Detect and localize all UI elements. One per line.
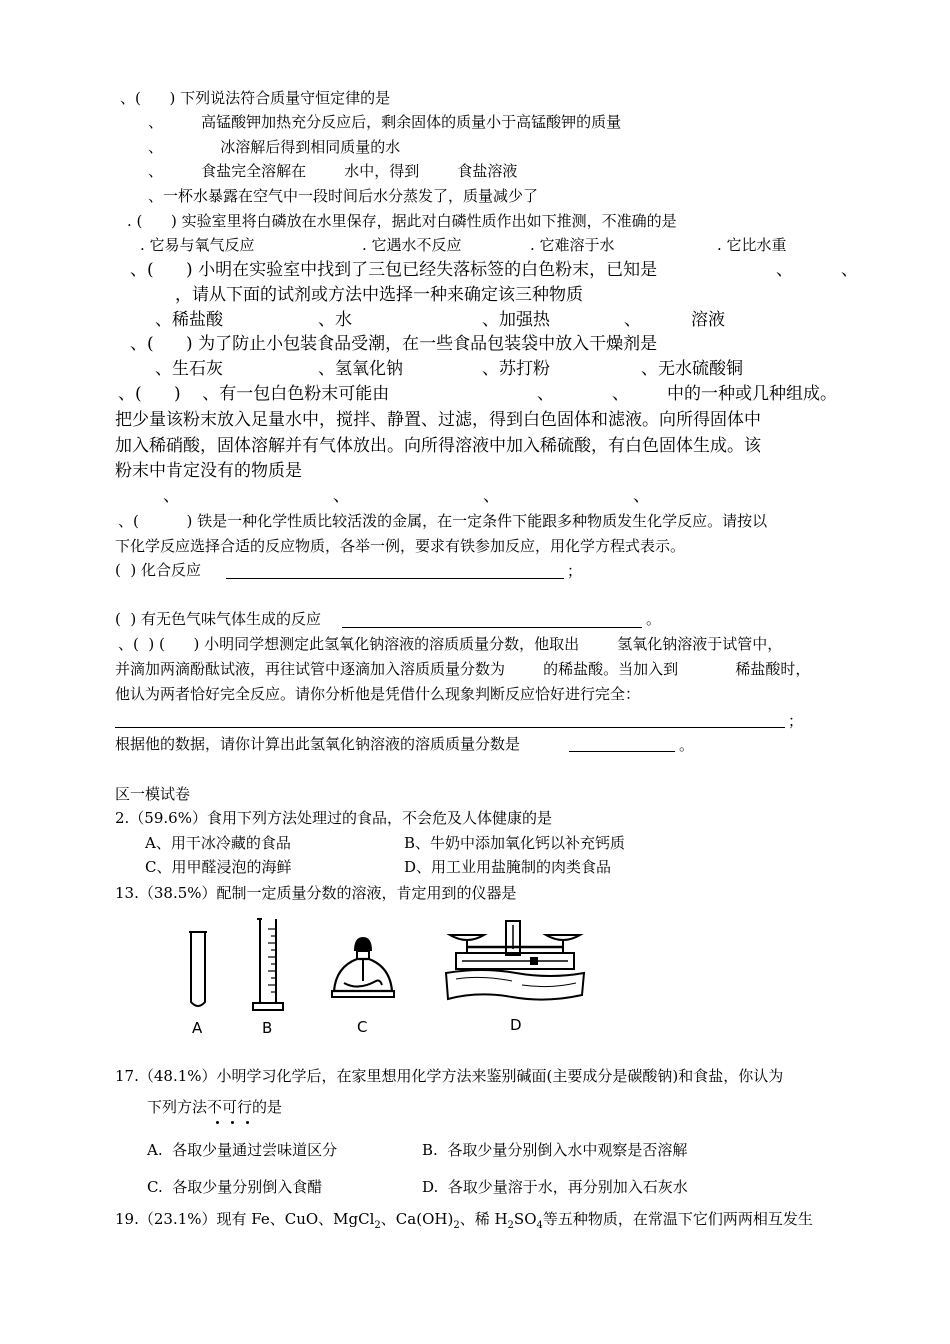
question-4-option-b: 、氢氧化钠 xyxy=(318,359,403,379)
question-2-option-a: . 它易与氧气反应 xyxy=(140,236,255,254)
question-10-stem-2: 下列方法不可行的是 xyxy=(147,1098,283,1116)
question-8-stem: 2.（59.6%）食用下列方法处理过的食品，不会危及人体健康的是 xyxy=(115,809,552,827)
question-6-part-2: ( ) 有无色气味气体生成的反应 xyxy=(115,610,322,628)
subscript: 2 xyxy=(374,1220,381,1231)
balance-scale-icon xyxy=(442,917,588,1007)
question-3-option-d-prefix: 、 xyxy=(624,310,641,330)
question-11-part-3: 、稀 H xyxy=(459,1210,508,1228)
question-7-line-2: 并滴加两滴酚酞试液，再往试管中逐滴加入溶质质量分数为 的稀盐酸。当加入到 稀盐酸时， xyxy=(115,660,811,678)
question-8-option-c: C、用甲醛浸泡的海鲜 xyxy=(145,858,292,876)
subscript: 2 xyxy=(453,1220,460,1231)
question-1-option-b: 、 冰溶解后得到相同质量的水 xyxy=(148,138,401,156)
question-3-option-b: 、水 xyxy=(318,310,352,330)
question-5-option-a: 、 xyxy=(163,486,180,506)
alcohol-lamp-icon xyxy=(328,933,398,1003)
question-5-line-3: 加入稀硝酸，固体溶解并有气体放出。向所得溶液中加入稀硫酸，有白色固体生成。该 xyxy=(115,436,761,456)
question-8-option-a: A、用干冰冷藏的食品 xyxy=(145,834,291,852)
answer-blank-mass-fraction[interactable] xyxy=(569,751,675,752)
figure-label-c: C xyxy=(357,1018,368,1036)
question-11-stem xyxy=(115,1212,813,1231)
question-3-option-c: 、加强热 xyxy=(482,310,550,330)
question-6-part-2-end: 。 xyxy=(646,610,662,628)
question-6-part-1-end: ； xyxy=(567,562,583,580)
question-5-line-4: 粉末中肯定没有的物质是 xyxy=(115,461,302,481)
answer-blank-gas-reaction[interactable] xyxy=(342,627,642,628)
question-7-line-3-end: ； xyxy=(788,712,804,730)
question-4-option-c: 、苏打粉 xyxy=(482,359,550,379)
graduated-cylinder-icon xyxy=(248,917,288,1014)
question-6-line-2: 下化学反应选择合适的反应物质，各举一例，要求有铁参加反应，用化学方程式表示。 xyxy=(115,537,686,555)
question-4-option-d: 、无水硫酸铜 xyxy=(641,359,743,379)
question-5-option-c: 、 xyxy=(483,486,500,506)
emphasis-dot xyxy=(231,1121,234,1124)
question-4-option-a: 、生石灰 xyxy=(155,359,223,379)
question-10-option-b: B. 各取少量分别倒入水中观察是否溶解 xyxy=(422,1141,688,1159)
question-2-option-b: . 它遇水不反应 xyxy=(362,236,462,254)
question-10-option-a: A. 各取少量通过尝味道区分 xyxy=(147,1141,338,1159)
question-5-separator-2: 、 xyxy=(612,384,629,404)
answer-blank-combination[interactable] xyxy=(226,578,564,579)
question-5-line-1b: 中的一种或几种组成。 xyxy=(667,384,837,404)
question-11-part-2: 、Ca(OH) xyxy=(380,1210,454,1228)
question-5-separator-1: 、 xyxy=(537,384,554,404)
question-1-option-c: 、 食盐完全溶解在 水中，得到 食盐溶液 xyxy=(148,162,518,180)
subscript: 4 xyxy=(536,1220,543,1231)
question-8-option-d: D、用工业用盐腌制的肉类食品 xyxy=(404,858,612,876)
answer-blank-phenomenon[interactable] xyxy=(115,727,785,728)
question-8-option-b: B、牛奶中添加氧化钙以补充钙质 xyxy=(404,834,626,852)
question-1-stem: 、( ) 下列说法符合质量守恒定律的是 xyxy=(120,89,391,107)
question-2-option-d: . 它比水重 xyxy=(717,236,787,254)
question-10-option-d: D. 各取少量溶于水，再分别加入石灰水 xyxy=(422,1178,688,1196)
question-3-option-d-suffix: 溶液 xyxy=(691,310,725,330)
question-7-line-4: 根据他的数据，请你计算出此氢氧化钠溶液的溶质质量分数是 xyxy=(115,735,521,753)
question-2-stem: . ( ) 实验室里将白磷放在水里保存，据此对白磷性质作出如下推测，不准确的是 xyxy=(127,212,677,230)
subscript: 2 xyxy=(507,1220,514,1231)
question-6-line-1: 、( ) 铁是一种化学性质比较活泼的金属，在一定条件下能跟多种物质发生化学反应。请按以 xyxy=(118,512,768,530)
question-5-option-b: 、 xyxy=(333,486,350,506)
question-2-option-c: . 它难溶于水 xyxy=(530,236,615,254)
question-11-part-1: 19.（23.1%）现有 Fe、CuO、MgCl xyxy=(115,1210,375,1228)
question-7-line-3: 他认为两者恰好完全反应。请你分析他是凭借什么现象判断反应恰好进行完全： xyxy=(115,685,641,703)
question-3-line-2: ，请从下面的试剂或方法中选择一种来确定该三种物质 xyxy=(175,285,583,305)
figure-label-d: D xyxy=(510,1016,522,1034)
question-4-stem: 、( ) 为了防止小包装食品受潮，在一些食品包装袋中放入干燥剂是 xyxy=(130,334,658,354)
section-title: 区一模试卷 xyxy=(115,785,191,803)
question-11-part-4: SO xyxy=(513,1210,537,1228)
question-10-option-c: C. 各取少量分别倒入食醋 xyxy=(147,1178,323,1196)
question-9-stem: 13.（38.5%）配制一定质量分数的溶液，肯定用到的仪器是 xyxy=(115,884,517,902)
question-3-option-a: 、稀盐酸 xyxy=(155,310,223,330)
question-3-separator-1: 、 xyxy=(776,260,793,280)
question-5-line-1a: 、( ) 、有一包白色粉末可能由 xyxy=(118,384,390,404)
question-5-line-2: 把少量该粉末放入足量水中，搅拌、静置、过滤，得到白色固体和滤液。向所得固体中 xyxy=(115,410,761,430)
figure-label-b: B xyxy=(262,1019,273,1037)
question-1-option-d: 、一杯水暴露在空气中一段时间后水分蒸发了，质量减少了 xyxy=(148,187,539,205)
question-5-option-d: 、 xyxy=(633,486,650,506)
emphasis-dot xyxy=(216,1121,219,1124)
question-6-part-1: ( ) 化合反应 xyxy=(115,561,202,579)
test-tube-icon xyxy=(186,930,210,1012)
question-3-stem: 、( ) 小明在实验室中找到了三包已经失落标签的白色粉末，已知是 xyxy=(130,260,658,280)
question-3-separator-2: 、 xyxy=(841,260,858,280)
question-10-stem-1: 17.（48.1%）小明学习化学后，在家里想用化学方法来鉴别碱面(主要成分是碳酸钠)和食盐，你认为 xyxy=(115,1067,784,1085)
question-1-option-a: 、 高锰酸钾加热充分反应后，剩余固体的质量小于高锰酸钾的质量 xyxy=(148,113,622,131)
question-7-line-1: 、( ) ( ) 小明同学想测定此氢氧化钠溶液的溶质质量分数，他取出 氢氧化钠溶液于试管中， xyxy=(118,635,783,653)
figure-label-a: A xyxy=(192,1019,203,1037)
emphasis-dot xyxy=(246,1121,249,1124)
question-7-line-4-end: 。 xyxy=(679,736,695,754)
question-11-part-5: 等五种物质，在常温下它们两两相互发生 xyxy=(542,1210,813,1228)
